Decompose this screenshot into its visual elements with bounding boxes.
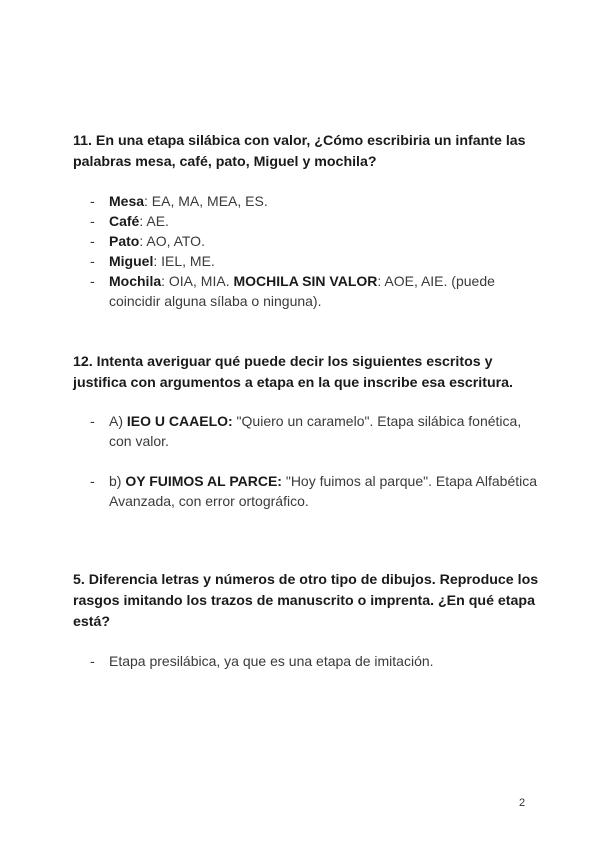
- question-12-section: [73, 352, 543, 511]
- answer-text: : AO, ATO.: [139, 233, 205, 249]
- question-5-answers: [73, 651, 543, 671]
- answer-cafe: [73, 211, 543, 231]
- question-12-answers: [73, 411, 543, 511]
- question-5-section: [73, 570, 543, 671]
- answer-text: "Quiero un caramelo". Etapa silábica fonética, con valor.: [109, 413, 522, 449]
- answer-term-secondary: MOCHILA SIN VALOR: [233, 273, 378, 289]
- answer-prefix: b): [109, 473, 126, 489]
- answer-pato: [73, 231, 543, 251]
- answer-term: OY FUIMOS AL PARCE:: [125, 473, 282, 489]
- answer-mochila: [73, 271, 543, 311]
- page-number: 2: [519, 797, 526, 809]
- question-5-title: 5. Diferencia letras y números de otro tipo de dibujos. Reproduce los rasgos imitando los trazos de manuscrito o imprenta. ¿En qué etapa está?: [73, 572, 539, 630]
- answer-text: Etapa presilábica, ya que es una etapa de imitación.: [109, 653, 434, 669]
- answer-miguel: [73, 251, 543, 271]
- answer-term: Café: [109, 213, 140, 229]
- answer-text: : OIA, MIA.: [161, 273, 234, 289]
- answer-term: Mochila: [109, 273, 162, 289]
- question-11-title: 11. En una etapa silábica con valor, ¿Cómo escribiria un infante las palabras mesa, café, pato, Miguel y mochila?: [73, 133, 526, 170]
- answer-prefix: A): [109, 413, 127, 429]
- answer-etapa: [73, 651, 543, 671]
- answer-term: IEO U CAAELO:: [126, 413, 233, 429]
- answer-mesa: [73, 191, 543, 211]
- answer-term: Miguel: [109, 253, 154, 269]
- answer-a: [73, 411, 543, 451]
- answer-text-secondary: : AOE, AIE. (puede coincidir alguna sílaba o ninguna).: [109, 273, 495, 309]
- answer-text: : IEL, ME.: [153, 253, 215, 269]
- answer-term: Pato: [109, 233, 140, 249]
- answer-text: "Hoy fuimos al parque". Etapa Alfabética Avanzada, con error ortográfico.: [109, 473, 538, 509]
- answer-term: Mesa: [109, 193, 145, 209]
- answer-text: : AE.: [139, 213, 169, 229]
- answer-text: : EA, MA, MEA, ES.: [144, 193, 268, 209]
- question-11-section: [73, 131, 543, 311]
- question-11-answers: [73, 191, 543, 311]
- answer-b: [73, 471, 543, 511]
- question-12-title: 12. Intenta averiguar qué puede decir los siguientes escritos y justifica con argumentos a etapa en la que inscribe esa escritura.: [73, 354, 513, 391]
